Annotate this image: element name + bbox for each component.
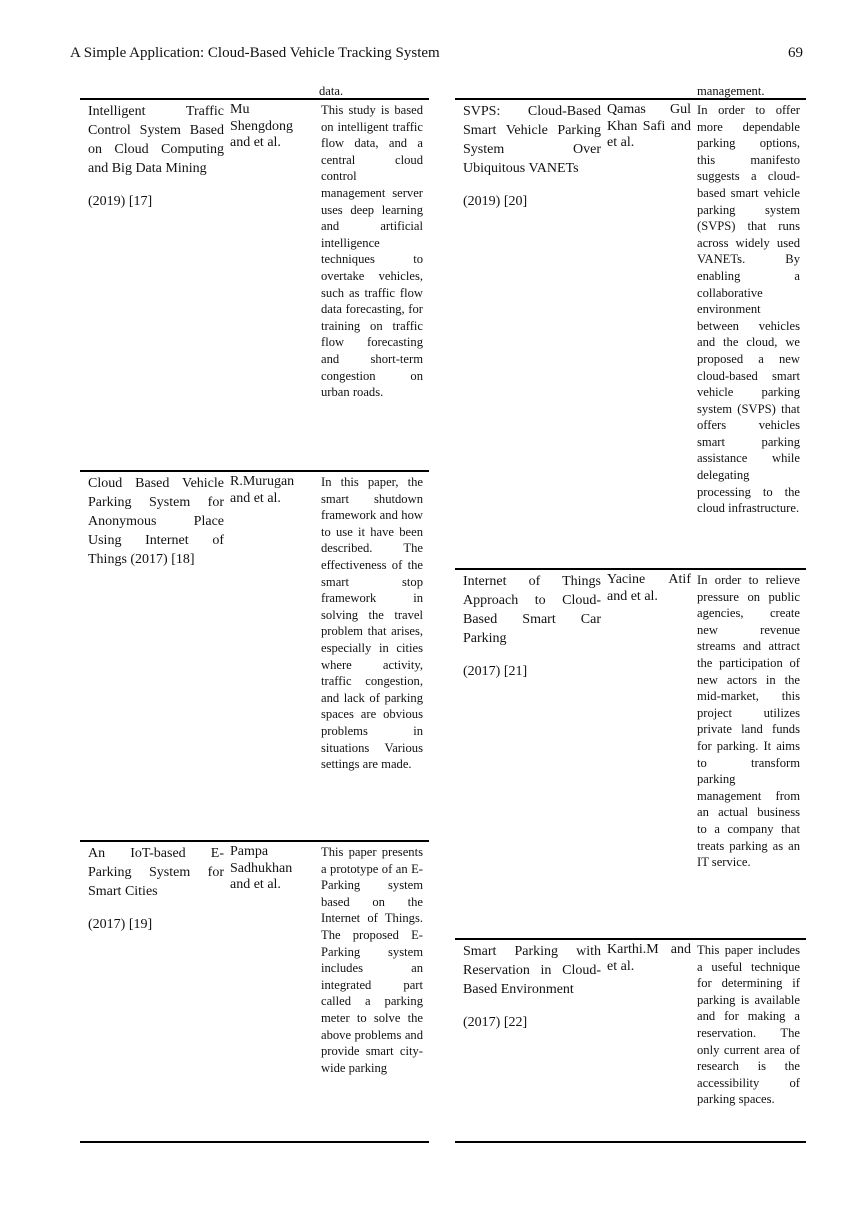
title-cell	[80, 472, 228, 840]
year-reference: (2017) [21]	[463, 664, 528, 679]
table-row	[455, 100, 806, 570]
paper-title: SVPS: Cloud-Based Smart Vehicle Parking System Over Ubiquitous VANETs	[463, 104, 601, 176]
description-cell: In order to relieve pressure on public agencies, create new revenue streams and attract the participation of new actors in the mid-market, this project utilizes private land funds for parking. It aims to transform parking management from an actual business to a company that treats parking as an IT service.	[697, 573, 800, 870]
year-reference: (2019) [17]	[88, 194, 153, 209]
authors-cell: Qamas Gul Khan Safi and et al.	[607, 102, 691, 150]
description-cell: In order to offer more dependable parking options, this manifesto suggests a cloud-based smart vehicle parking system (SVPS) that runs across widely used VANETs. By enabling a collaborative environment between vehicles and the cloud, we proposed a new cloud-based smart vehicle parking system (SVPS) that offers vehicles smart parking assistance while delegating processing to the cloud infrastructure.	[697, 103, 800, 516]
carryover-text: data.	[319, 84, 344, 98]
year-reference: (2017) [22]	[463, 1015, 528, 1030]
title-cell	[455, 100, 605, 568]
table-row	[455, 940, 806, 1143]
title-cell	[455, 940, 605, 1141]
title-cell	[80, 100, 228, 470]
description-cell: This study is based on intelligent traffic flow data, and a central cloud control management server uses deep learning and artificial intelligence techniques to overtake vehicles, such as traffic flow data forecasting, for training on traffic flow forecasting and short-term congestion on urban roads.	[321, 103, 423, 400]
carryover-text: management.	[697, 84, 765, 98]
description-cell: This paper includes a useful technique for determining if parking is available and for making a reservation. The only current area of research is the accessibility of parking spaces.	[697, 943, 800, 1107]
table-row	[80, 100, 429, 472]
paper-title: Intelligent Traffic Control System Based on Cloud Computing and Big Data Mining	[88, 104, 224, 176]
table-row	[80, 842, 429, 1143]
authors-cell: Karthi.M and et al.	[607, 942, 691, 974]
title-cell	[455, 570, 605, 938]
paper-title: Internet of Things Approach to Cloud-Based Smart Car Parking	[463, 574, 601, 646]
paper-title: An IoT-based E-Parking System for Smart Cities	[88, 846, 224, 899]
carryover-row	[455, 82, 806, 100]
year-reference: (2017) [19]	[88, 917, 153, 932]
paper-title: Smart Parking with Reservation in Cloud-Based Environment	[463, 944, 601, 997]
table-row	[80, 472, 429, 842]
paper-title: Cloud Based Vehicle Parking System for Anonymous Place Using Internet of Things (2017) [18]	[88, 476, 224, 567]
year-reference: (2019) [20]	[463, 194, 528, 209]
authors-cell: R.Murugan and et al.	[230, 474, 295, 506]
description-cell: This paper presents a prototype of an E-Parking system based on the Internet of Things. The proposed E-Parking system includes an integrated part called a parking meter to solve the above problems and provide smart city-wide parking	[321, 845, 423, 1075]
right-table-column	[455, 82, 806, 1143]
running-header-title: A Simple Application: Cloud-Based Vehicle Tracking System	[70, 45, 440, 61]
left-table-column	[80, 82, 429, 1143]
title-cell	[80, 842, 228, 1141]
carryover-row	[80, 82, 429, 100]
authors-cell: Pampa Sadhukhan and et al.	[230, 844, 293, 892]
table-row	[455, 570, 806, 940]
description-cell: In this paper, the smart shutdown framework and how to use it have been described. The effectiveness of the smart stop framework in solving the travel problem that arises, especially in cities where activity, traffic congestion, and lack of parking spaces are obvious problems in situations Various settings are made.	[321, 475, 423, 772]
authors-cell: Mu Shengdong and et al.	[230, 102, 293, 150]
authors-cell: Yacine Atif and et al.	[607, 572, 691, 604]
page-number: 69	[788, 45, 803, 61]
